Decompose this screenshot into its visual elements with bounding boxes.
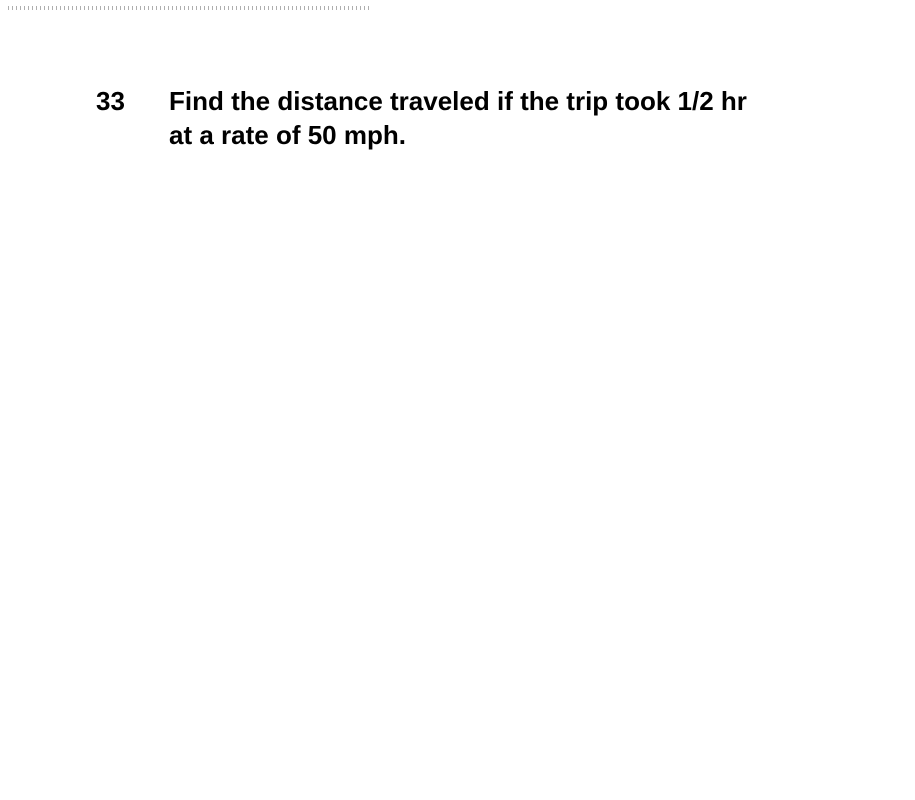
header-dotted-strip: [8, 6, 370, 10]
question-text-line-2: at a rate of 50 mph.: [169, 120, 406, 150]
question-number: 33: [96, 86, 125, 116]
question-block: [96, 84, 809, 152]
question-text: [169, 84, 809, 152]
question-text-line-1: Find the distance traveled if the trip took 1/2 hr: [169, 86, 747, 116]
